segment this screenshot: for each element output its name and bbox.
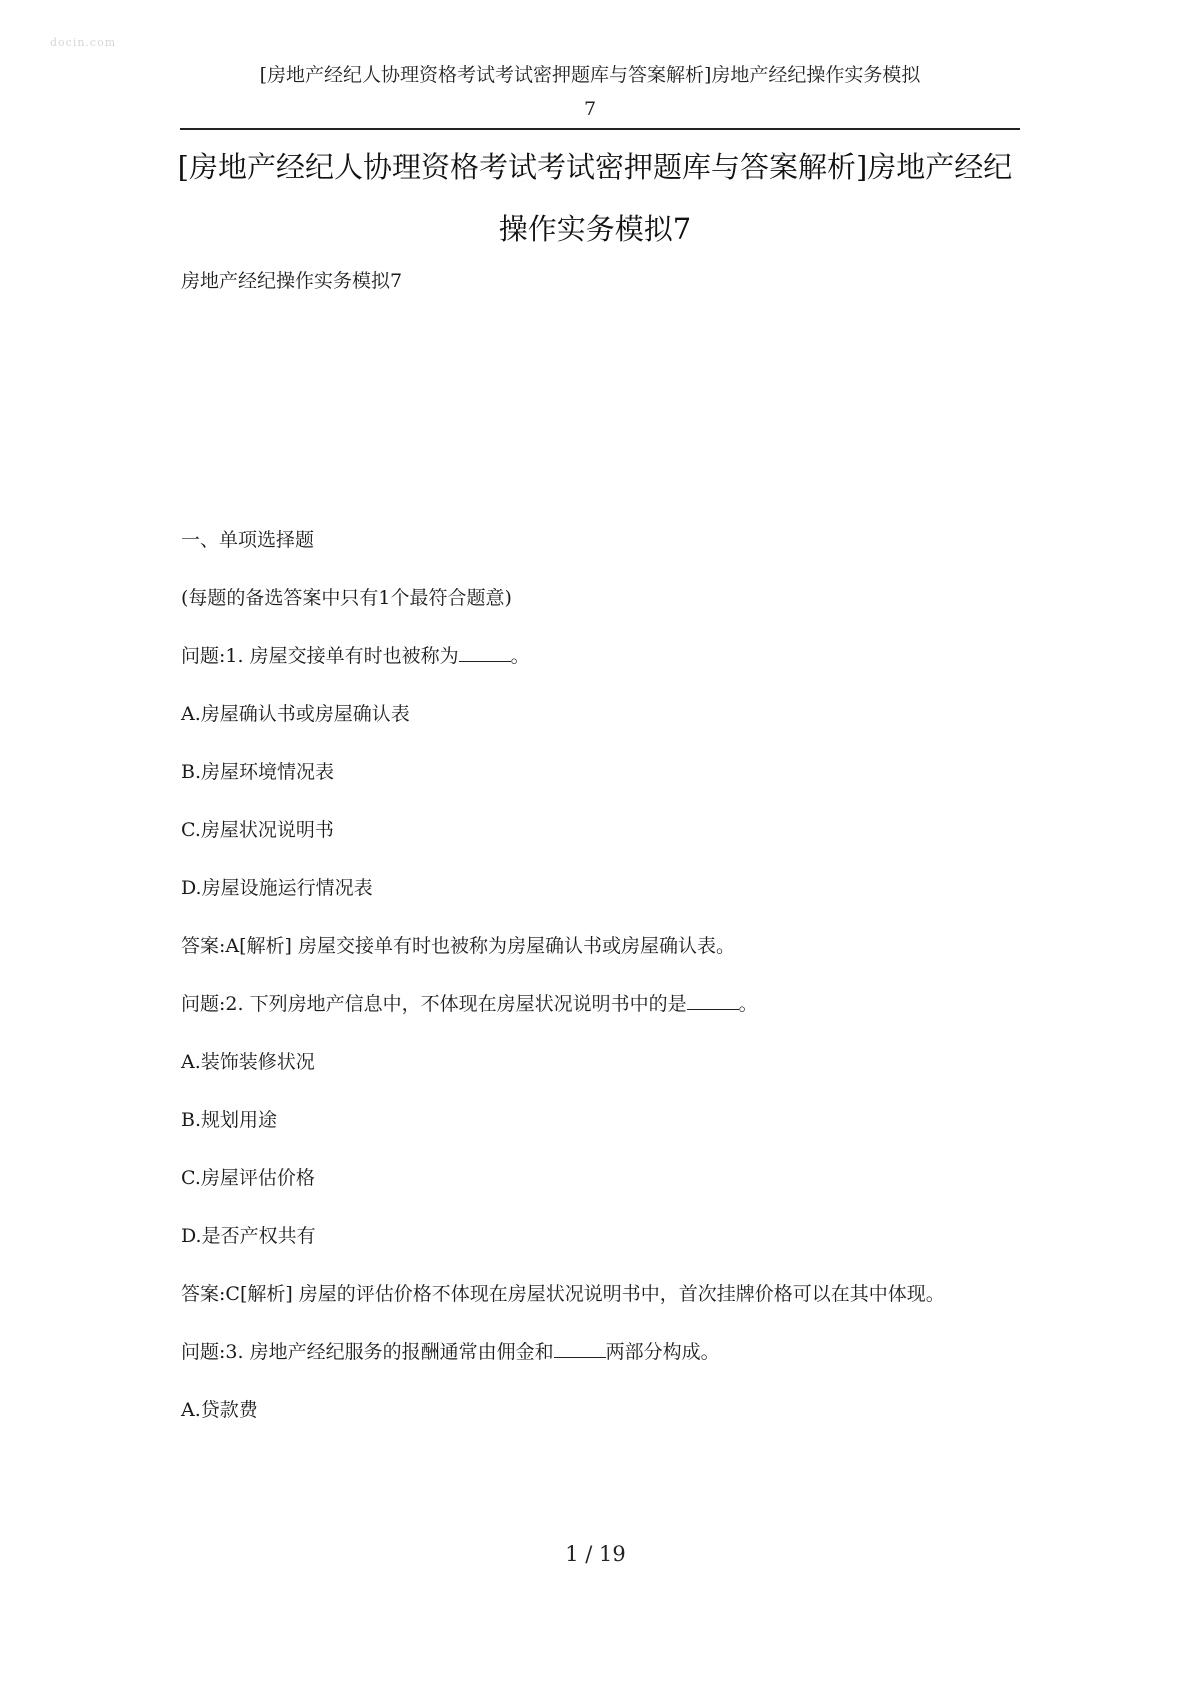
question-3-end: 两部分构成。 — [605, 1341, 720, 1363]
q2-option-a: A.装饰装修状况 — [181, 1051, 315, 1073]
answer-blank — [554, 1337, 606, 1358]
question-1 — [181, 641, 530, 671]
document-title-line-2: 操作实务模拟7 — [498, 212, 692, 246]
section-heading: 一、单项选择题 — [181, 529, 315, 551]
header-divider — [180, 128, 1020, 130]
q1-answer: 答案:A[解析] 房屋交接单有时也被称为房屋确认书或房屋确认表。 — [181, 935, 735, 957]
running-header-line-2: 7 — [583, 98, 597, 120]
subtitle: 房地产经纪操作实务模拟7 — [181, 270, 403, 292]
document-title-line-1: [房地产经纪人协理资格考试考试密押题库与答案解析]房地产经纪 — [177, 150, 1013, 184]
question-3 — [181, 1337, 720, 1367]
answer-blank — [459, 641, 511, 662]
q2-answer: 答案:C[解析] 房屋的评估价格不体现在房屋状况说明书中，首次挂牌价格可以在其中体现。 — [181, 1283, 945, 1305]
question-2 — [181, 989, 758, 1019]
question-1-end: 。 — [510, 645, 530, 667]
page-number: 1 / 19 — [565, 1542, 626, 1566]
question-3-text: 问题:3. 房地产经纪服务的报酬通常由佣金和 — [181, 1341, 554, 1363]
q2-option-c: C.房屋评估价格 — [181, 1167, 315, 1189]
q1-option-a: A.房屋确认书或房屋确认表 — [181, 703, 410, 725]
q2-option-b: B.规划用途 — [181, 1109, 278, 1131]
running-header-line-1: [房地产经纪人协理资格考试考试密押题库与答案解析]房地产经纪操作实务模拟 — [259, 64, 921, 86]
q1-option-b: B.房屋环境情况表 — [181, 761, 335, 783]
question-2-text: 问题:2. 下列房地产信息中，不体现在房屋状况说明书中的是 — [181, 993, 687, 1015]
question-1-text: 问题:1. 房屋交接单有时也被称为 — [181, 645, 459, 667]
q1-option-d: D.房屋设施运行情况表 — [181, 877, 373, 899]
watermark: docin.com — [50, 36, 117, 49]
section-note: (每题的备选答案中只有1个最符合题意) — [181, 587, 512, 609]
question-2-end: 。 — [738, 993, 758, 1015]
answer-blank — [687, 989, 739, 1010]
q1-option-c: C.房屋状况说明书 — [181, 819, 334, 841]
q2-option-d: D.是否产权共有 — [181, 1225, 316, 1247]
q3-option-a: A.贷款费 — [181, 1399, 258, 1421]
